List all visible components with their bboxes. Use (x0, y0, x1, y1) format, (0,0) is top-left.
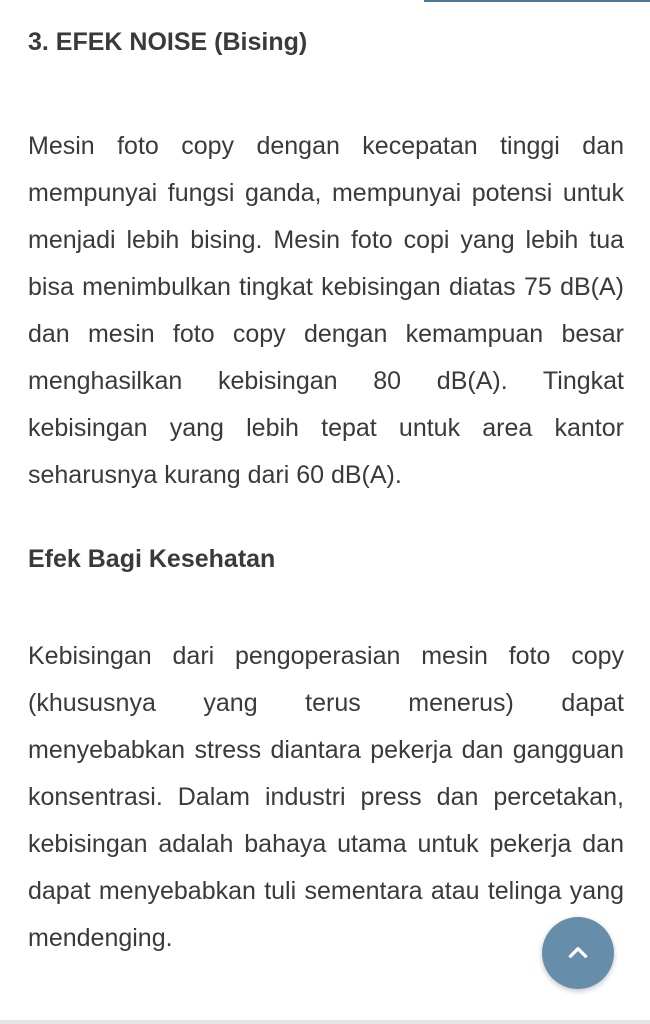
top-divider (424, 0, 650, 2)
bottom-edge (0, 1020, 650, 1024)
chevron-up-icon (565, 940, 591, 966)
paragraph-health-effects: Kebisingan dari pengoperasian mesin foto copy (khususnya yang terus menerus) dapat menyebabkan stress diantara pekerja dan gangguan konsentrasi. Dalam industri press dan percetakan, kebisingan adalah bahaya utama untuk pekerja dan dapat menyebabkan tuli sementara atau telinga yang mendenging. (28, 642, 624, 952)
article-content (28, 24, 624, 962)
scroll-to-top-button[interactable] (542, 917, 614, 989)
paragraph-noise-levels: Mesin foto copy dengan kecepatan tinggi dan mempunyai fungsi ganda, mempunyai potensi untuk menjadi lebih bising. Mesin foto copi yang lebih tua bisa menimbulkan tingkat kebisingan diatas 75 dB(A) dan mesin foto copy dengan kemampuan besar menghasilkan kebisingan 80 dB(A). Tingkat kebisingan yang lebih tepat untuk area kantor seharusnya kurang dari 60 dB(A). (28, 132, 624, 489)
section-heading-health: Efek Bagi Kesehatan (28, 545, 276, 573)
section-heading-noise: 3. EFEK NOISE (Bising) (28, 28, 308, 56)
